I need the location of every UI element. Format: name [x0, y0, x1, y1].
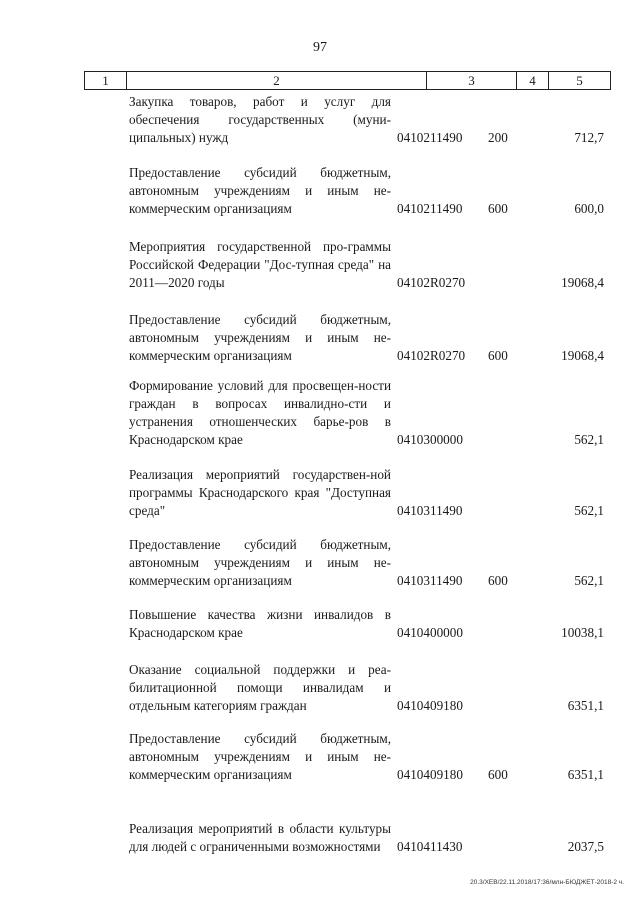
row-sum: 562,1 — [574, 573, 604, 588]
row-code: 0410211490 — [397, 201, 463, 216]
row-name: Предоставление субсидий бюджетным, автономным учреждениям и иным не-коммерческим организациям — [129, 312, 391, 363]
table-row — [0, 796, 640, 856]
row-code: 0410409180 — [397, 698, 463, 713]
row-name: Реализация мероприятий государствен-ной программы Краснодарского края "Доступная среда" — [129, 467, 391, 518]
row-sum: 6351,1 — [567, 698, 604, 713]
table-row — [0, 602, 640, 642]
row-sum: 10038,1 — [561, 625, 604, 640]
row-sum: 562,1 — [574, 432, 604, 447]
header-col-1: 1 — [85, 72, 127, 89]
header-col-5: 5 — [576, 73, 583, 88]
table-row — [0, 90, 640, 147]
row-type: 600 — [488, 573, 508, 588]
row-sum: 6351,1 — [567, 767, 604, 782]
row-code: 04102R0270 — [397, 275, 466, 290]
row-name: Предоставление субсидий бюджетным, автономным учреждениям и иным не-коммерческим организациям — [129, 537, 391, 588]
row-type: 200 — [488, 130, 508, 145]
row-code: 0410311490 — [397, 503, 463, 518]
row-code: 04102R0270 — [397, 348, 466, 363]
header-col-3: 3 — [427, 72, 517, 89]
row-code: 0410211490 — [397, 130, 463, 145]
row-name: Мероприятия государственной про-граммы Российской Федерации "Дос-тупная среда" на 2011—2020 годы — [129, 239, 391, 290]
table-row — [0, 655, 640, 715]
row-code: 0410400000 — [397, 625, 463, 640]
row-sum: 562,1 — [574, 503, 604, 518]
table-row — [0, 373, 640, 449]
table-row — [0, 531, 640, 590]
table-row — [0, 304, 640, 365]
row-name: Формирование условий для просвещен-ности граждан в вопросах инвалидно-сти и устранения отношенческих барье-ров в Краснодарском крае — [129, 378, 391, 447]
row-code: 0410300000 — [397, 432, 463, 447]
row-type: 600 — [488, 201, 508, 216]
row-sum: 600,0 — [574, 201, 604, 216]
row-type: 600 — [488, 767, 508, 782]
table-row — [0, 462, 640, 520]
row-sum: 19068,4 — [561, 275, 604, 290]
header-col-2: 2 — [127, 72, 427, 89]
row-sum: 19068,4 — [561, 348, 604, 363]
row-sum: 712,7 — [574, 130, 604, 145]
table-row — [0, 725, 640, 784]
row-type: 600 — [488, 348, 508, 363]
table-header — [84, 71, 611, 90]
row-name: Предоставление субсидий бюджетным, автономным учреждениям и иным не-коммерческим организациям — [129, 731, 391, 782]
header-col-4: 4 — [517, 72, 549, 89]
row-code: 0410311490 — [397, 573, 463, 588]
row-code: 0410409180 — [397, 767, 463, 782]
row-name: Предоставление субсидий бюджетным, автономным учреждениям и иным не-коммерческим организациям — [129, 165, 391, 216]
row-name: Реализация мероприятий в области культуры для людей с ограниченными возможностями — [129, 821, 391, 854]
footer-stamp: 20.3/XЕВ/22.11.2018/17:36/млн-БЮДЖЕТ-2018-2 ч. — [470, 879, 624, 886]
row-code: 0410411430 — [397, 839, 463, 854]
row-name: Оказание социальной поддержки и реа-билитационной помощи инвалидам и отдельным категориям граждан — [129, 662, 391, 713]
table-row — [0, 232, 640, 292]
table-row — [0, 160, 640, 218]
row-name: Закупка товаров, работ и услуг для обеспечения государственных (муни-ципальных) нужд — [129, 94, 391, 145]
row-name: Повышение качества жизни инвалидов в Краснодарском крае — [129, 607, 391, 640]
page-number: 97 — [313, 40, 327, 55]
row-sum: 2037,5 — [567, 839, 604, 854]
